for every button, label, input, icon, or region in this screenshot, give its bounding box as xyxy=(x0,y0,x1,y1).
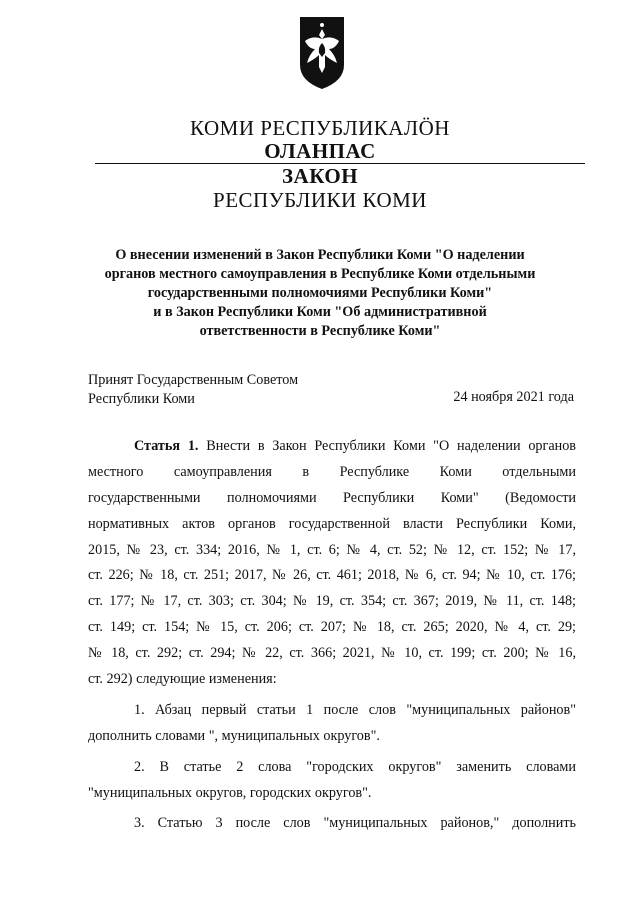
article-text-line: ст. 149; ст. 154; № 15, ст. 206; ст. 207; № 18, ст. 265; 2020, № 4, ст. 29; xyxy=(88,619,576,636)
article-text-line: ст. 226; № 18, ст. 251; 2017, № 26, ст. 461; 2018, № 6, ст. 94; № 10, ст. 176; xyxy=(88,567,576,584)
header-komi-line: КОМИ РЕСПУБЛИКАЛӦН xyxy=(190,116,450,140)
article-text-line: государственными полномочиями Республики Коми" (Ведомости xyxy=(88,489,576,506)
law-title-line: и в Закон Республики Коми "Об административной xyxy=(153,304,487,320)
adopted-by xyxy=(88,371,298,409)
amendment-item-1-cont: дополнить словами ", муниципальных округов". xyxy=(88,727,380,744)
law-title-line: ответственности в Республике Коми" xyxy=(199,323,441,339)
article-1 xyxy=(88,434,576,837)
article-text-line: 2015, № 23, ст. 334; 2016, № 1, ст. 6; № 4, ст. 52; № 12, ст. 152; № 17, xyxy=(88,541,576,558)
article-1-first-line xyxy=(88,434,576,460)
law-title-line: О внесении изменений в Закон Республики Коми "О наделении xyxy=(115,247,525,263)
header-olanpas: ОЛАНПАС xyxy=(264,139,376,163)
article-text-line: ст. 177; № 17, ст. 303; ст. 304; № 19, ст. 354; ст. 367; 2019, № 11, ст. 148; xyxy=(88,593,576,610)
adopted-by-line: Республики Коми xyxy=(88,391,195,407)
article-text: Внести в Закон Республики Коми "О наделении органов xyxy=(206,438,577,454)
article-label: Статья 1. xyxy=(134,438,199,454)
article-text-line: местного самоуправления в Республике Коми отдельными xyxy=(88,463,576,480)
law-title-line: государственными полномочиями Республики Коми" xyxy=(147,285,493,301)
amendment-item-3: 3. Статью 3 после слов "муниципальных районов," дополнить xyxy=(134,815,576,832)
article-text-line: ст. 292) следующие изменения: xyxy=(88,671,277,688)
article-text-line: № 18, ст. 292; ст. 294; № 22, ст. 366; 2021, № 10, ст. 199; ст. 200; № 16, xyxy=(88,645,576,662)
komi-emblem-icon xyxy=(297,15,347,91)
law-title-line: органов местного самоуправления в Республике Коми отдельными xyxy=(104,266,536,282)
header-zakon: ЗАКОН xyxy=(281,164,359,188)
amendment-item-1: 1. Абзац первый статьи 1 после слов "муниципальных районов" xyxy=(134,701,576,718)
adoption-date: 24 ноября 2021 года xyxy=(453,389,574,405)
amendment-item-2: 2. В статье 2 слова "городских округов" заменить словами xyxy=(134,758,576,775)
adopted-by-line: Принят Государственным Советом xyxy=(88,372,299,388)
article-text-line: нормативных актов органов государственной власти Республики Коми, xyxy=(88,515,576,532)
header-republic: РЕСПУБЛИКИ КОМИ xyxy=(213,188,427,212)
amendment-item-2-cont: "муниципальных округов, городских округов". xyxy=(88,784,372,801)
law-title xyxy=(60,246,580,341)
